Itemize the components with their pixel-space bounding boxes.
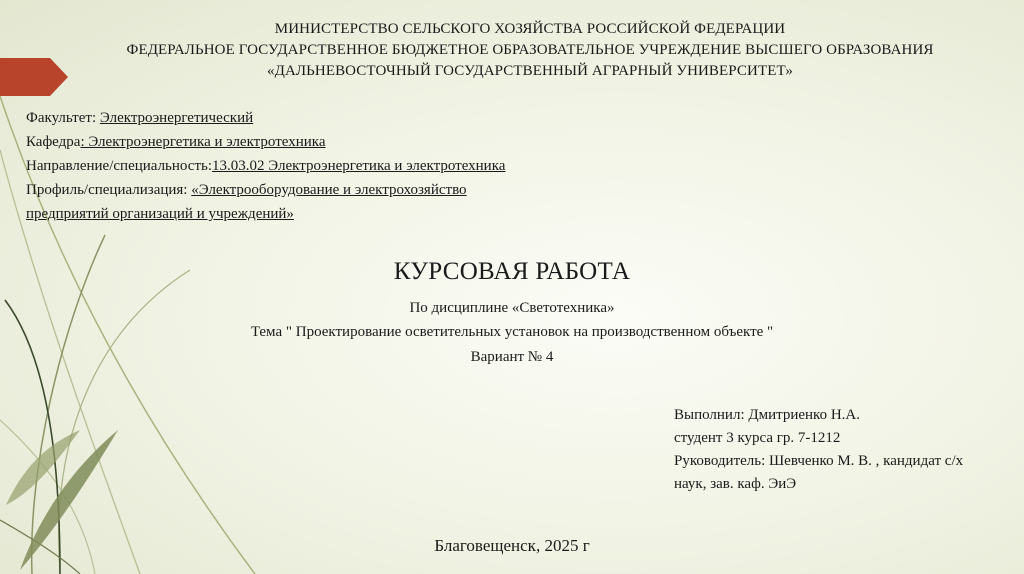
department-label: Кафедра [26,134,81,150]
ministry-header [90,19,970,82]
faculty-value: Электроэнергетический [99,110,254,126]
header-line-3: «ДАЛЬНЕВОСТОЧНЫЙ ГОСУДАРСТВЕННЫЙ АГРАРНЫЙ УНИВЕРСИТЕТ» [267,63,793,79]
signature-block [674,404,1014,496]
performer-line: Выполнил: Дмитриенко Н.А. [674,407,860,423]
direction-label: Направление/специальность: [26,158,213,174]
profile-label: Профиль/специализация: [26,182,192,198]
accent-flag [0,58,68,96]
variant-line: Вариант № 4 [470,349,554,365]
header-line-1: МИНИСТЕРСТВО СЕЛЬСКОГО ХОЗЯЙСТВА РОССИЙСКОЙ ФЕДЕРАЦИИ [274,21,786,37]
supervisor-line-continued: наук, зав. каф. ЭиЭ [674,476,797,492]
department-value: : Электроэнергетика и электротехника [80,134,326,150]
academic-info [26,106,646,226]
supervisor-line: Руководитель: Шевченко М. В. , кандидат с/х [674,453,964,469]
direction-row [26,154,646,178]
header-line-2: ФЕДЕРАЛЬНОЕ ГОСУДАРСТВЕННОЕ БЮДЖЕТНОЕ ОБРАЗОВАТЕЛЬНОЕ УЧРЕЖДЕНИЕ ВЫСШЕГО ОБРАЗОВАНИЯ [126,42,934,58]
faculty-row [26,106,646,130]
profile-row-continued [26,202,646,226]
profile-value-line-1: «Электрооборудование и электрохозяйство [191,182,467,198]
discipline-line: По дисциплине «Светотехника» [409,300,615,316]
course-work-title: КУРСОВАЯ РАБОТА [393,258,631,285]
student-line: студент 3 курса гр. 7-1212 [674,430,841,446]
city-year: Благовещенск, 2025 г [434,536,590,555]
direction-value: 13.03.02 Электроэнергетика и электротехника [212,158,506,174]
department-row [26,130,646,154]
topic-line: Тема " Проектирование осветительных установок на производственном объекте " [250,324,774,340]
faculty-label: Факультет: [26,110,100,126]
profile-value-line-2: предприятий организаций и учреждений» [26,206,294,222]
profile-row [26,178,646,202]
